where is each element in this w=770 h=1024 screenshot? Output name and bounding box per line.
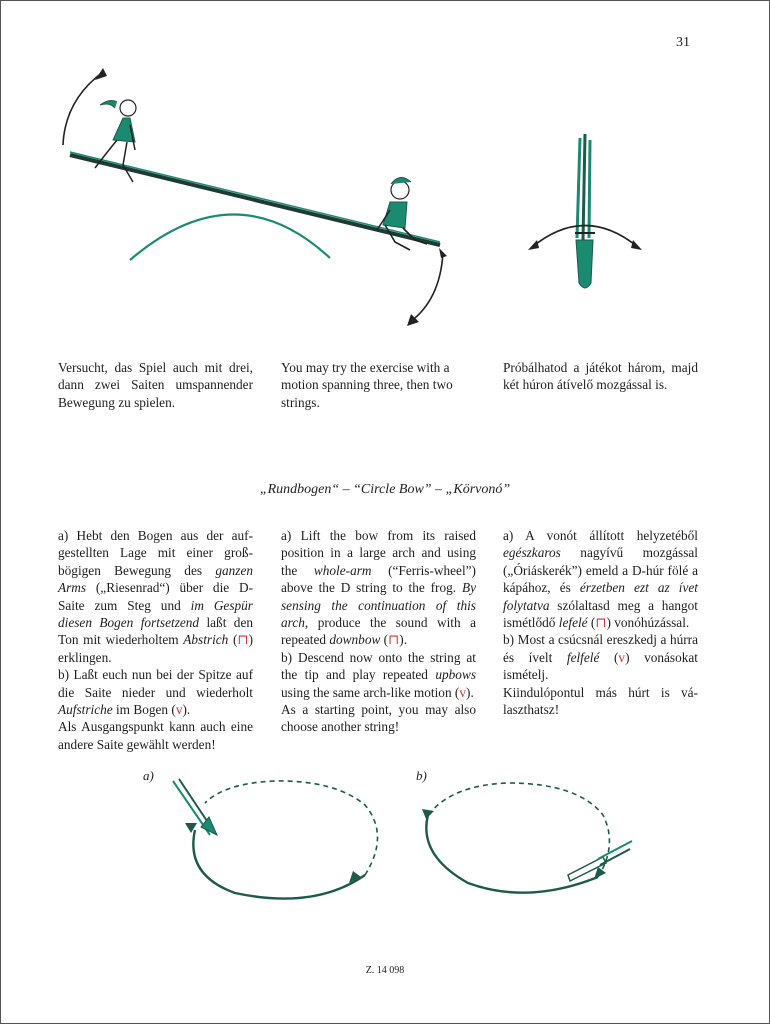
instructions-hu: a) A vonót állított helyzetéből egészkaros nagyívű mozgással („Óriáskerék”) emeld a D-húr fölé a kápához, és érzetben ezt az ívet folytatva szólaltasd meg a hangot ismétlődő lefelé (⊓) vonóhúzással. b) Most a csúcsnál ereszkedj a húrra és ívelt felfelé (v) vonásokat ismételj. Kiindulópontul más húrt is választhatsz! [503,528,698,718]
downbow-symbol: ⊓ [237,632,249,648]
seesaw-illustration [55,60,455,335]
intro-text-hu: Próbálhatod a játékot három, majd két húron átívelő mozgással is. [503,360,698,393]
figure-label-a: a) [143,768,154,783]
instructions-de: a) Hebt den Bogen aus der aufgestellten Lage mit einer großbögigen Bewegung des ganzen Arms („Riesenrad“) über die D-Saite zum Steg und im Gespür diesen Bogen fortsetzend laßt den Ton mit wiederholtem Abstrich (⊓) erklingen. b) Laßt euch nun bei der Spitze auf die Saite nieder und wiederholt Aufstriche im Bogen (v). Als Ausgangspunkt kann auch eine andere Saite gewählt werden! [58,528,253,752]
circle-bow-diagram-b [418,775,638,915]
section-title: „Rundbogen“ – “Circle Bow” – „Körvonó” [259,482,511,497]
downbow-symbol: ⊓ [388,632,400,648]
figure-label-b: b) [416,768,427,783]
intro-text-en: You may try the exercise with a motion spanning three, then two strings. [281,360,453,410]
upbow-symbol: v [459,684,467,700]
upbow-symbol: v [618,649,626,665]
footer-catalog-number: Z. 14 098 [365,965,405,976]
page-number: 31 [676,35,690,50]
downbow-symbol: ⊓ [595,615,607,631]
bow-on-strings-illustration [525,128,645,293]
upbow-symbol: v [175,702,183,718]
circle-bow-diagram-a [165,775,395,915]
instructions-en: a) Lift the bow from its raised position in a large arch and using the whole-arm (“Ferris-wheel”) above the D string to the frog. By sensing the continuation of this arch, produce the sound with a repeated downbow (⊓). b) Descend now onto the string at the tip and play repeated upbows using the same arch-like motion (v). As a starting point, you may also choose another string! [281,528,476,735]
intro-text-de: Versucht, das Spiel auch mit drei, dann zwei Saiten umspannender Bewegung zu spielen. [58,360,253,410]
